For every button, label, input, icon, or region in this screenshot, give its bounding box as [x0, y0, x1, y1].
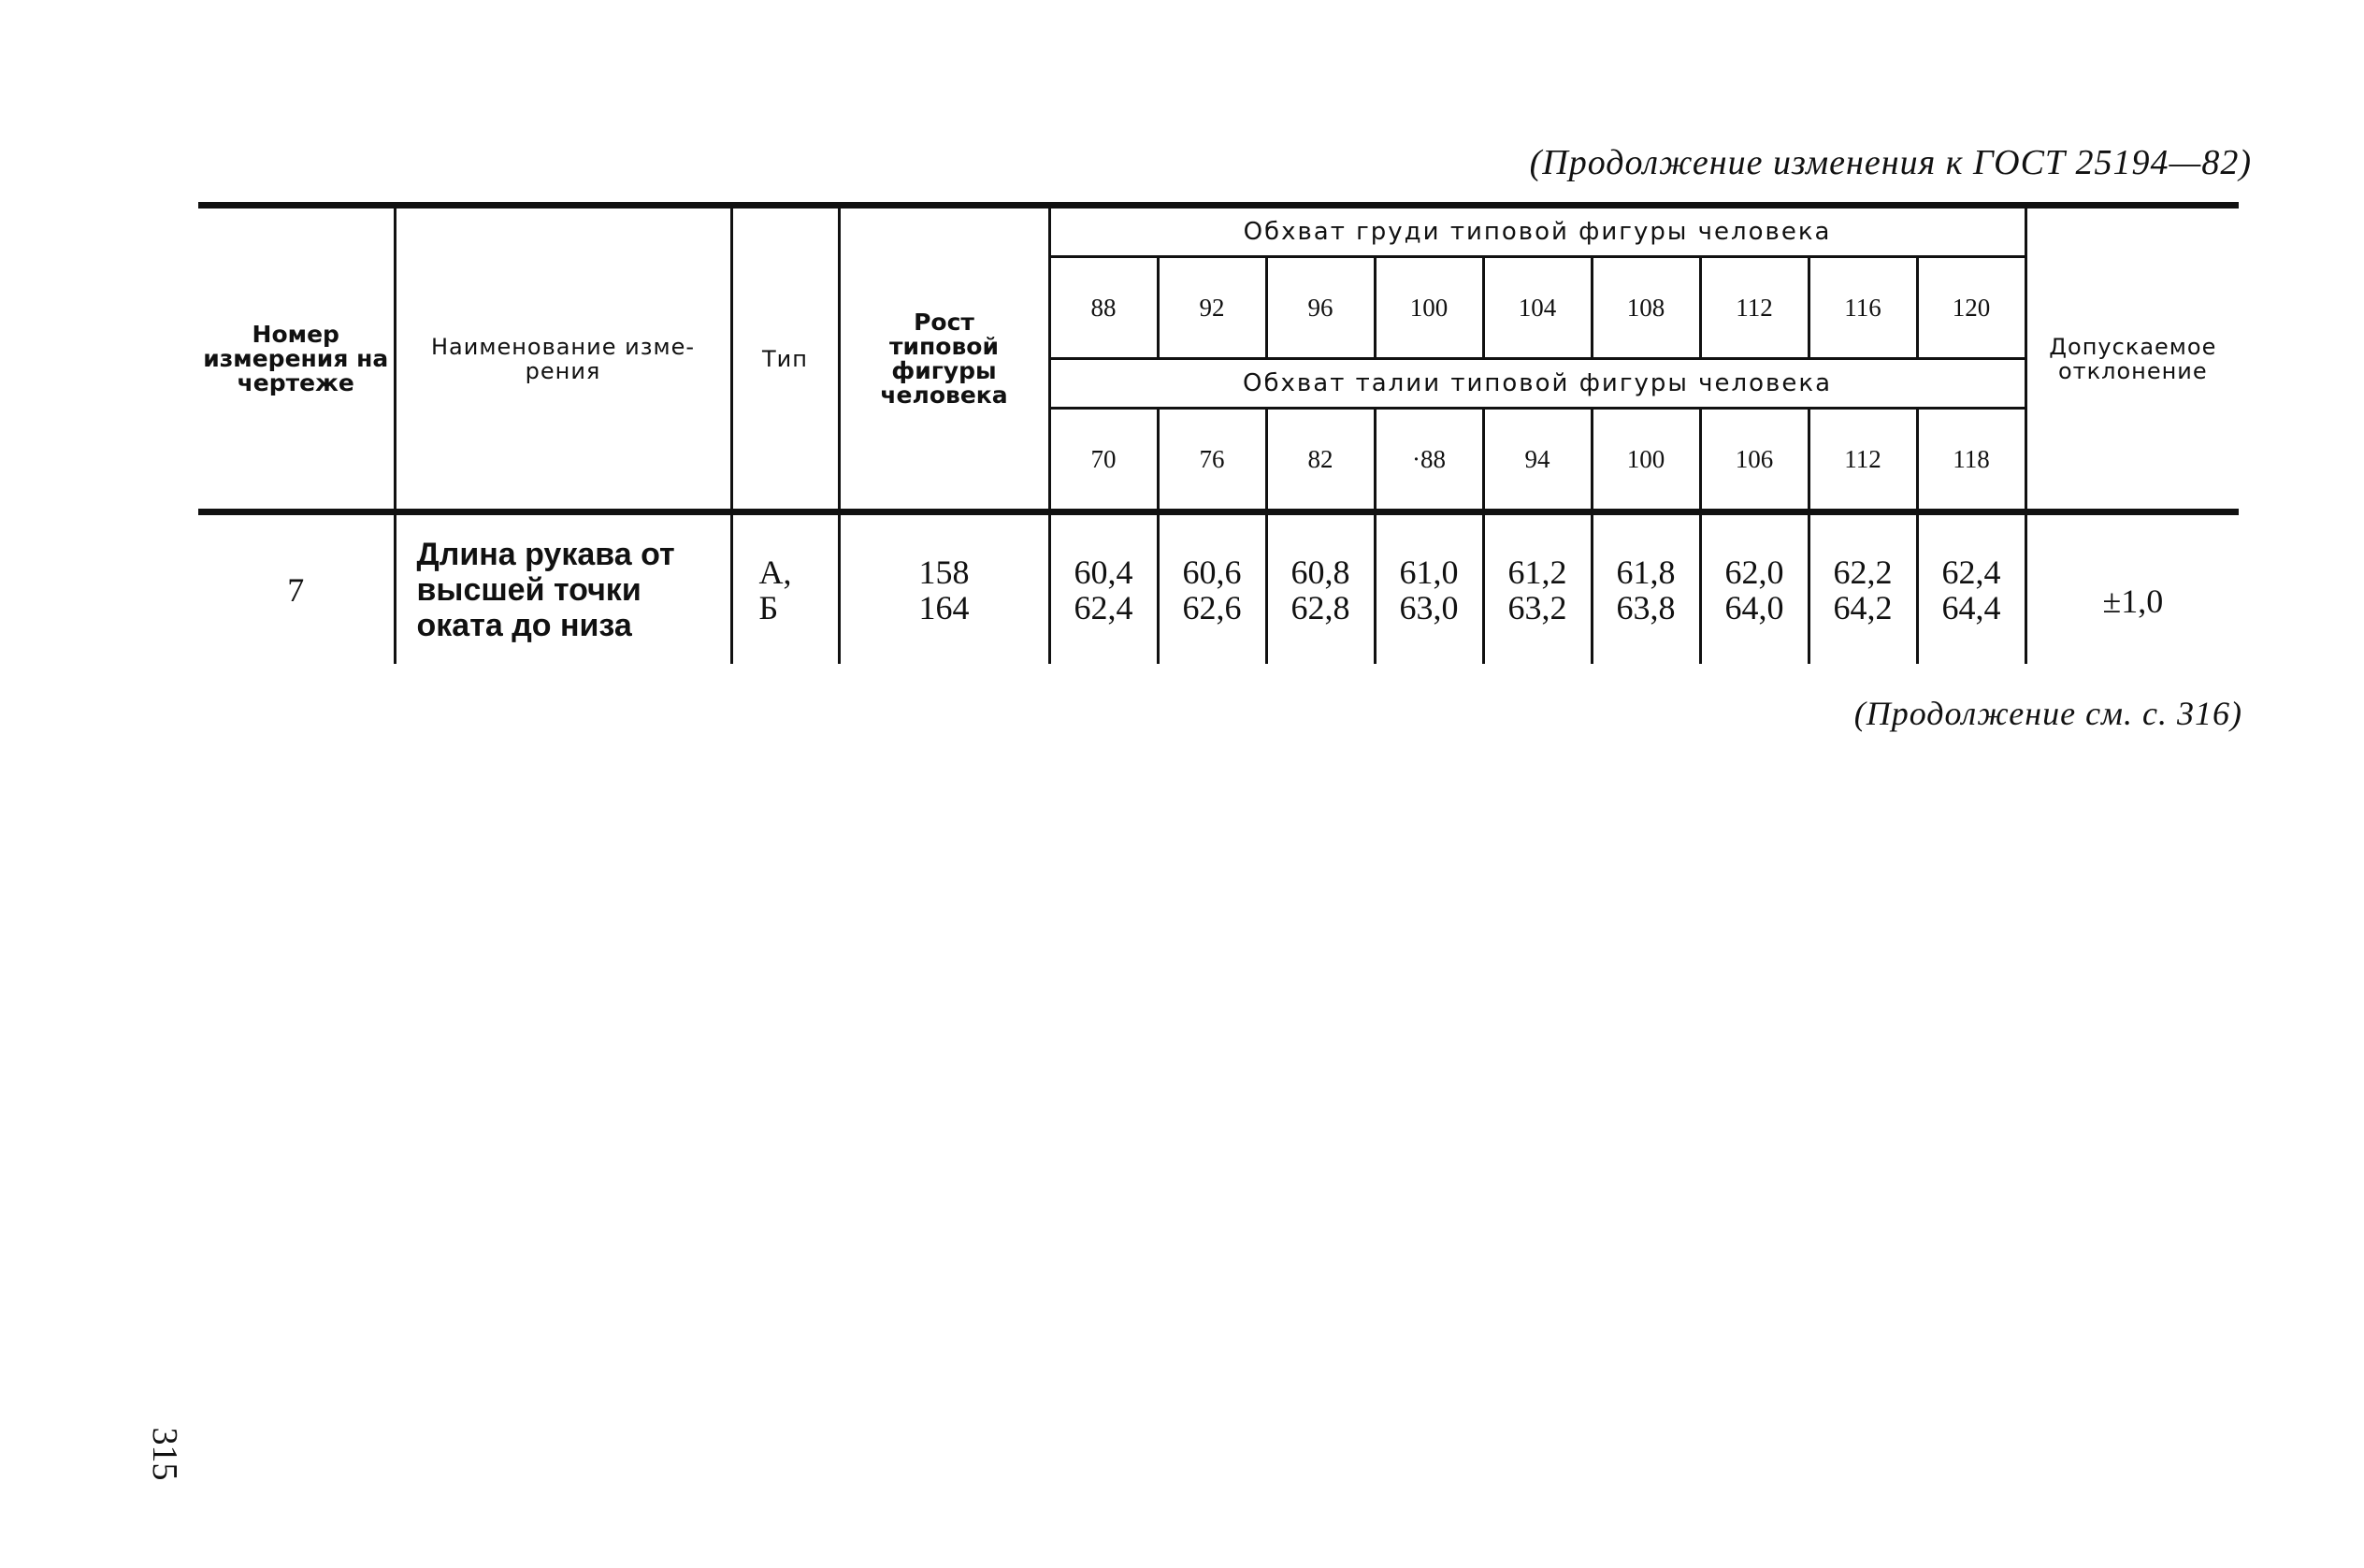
value-top: 60,6 — [1182, 553, 1242, 591]
chest-size-cell: 96 — [1266, 257, 1375, 359]
measurement-table-container — [198, 202, 2239, 664]
chest-size-cell: 108 — [1592, 257, 1700, 359]
chest-size-cell: 104 — [1483, 257, 1592, 359]
chest-size-cell: 88 — [1049, 257, 1158, 359]
header-measure-number: Номер измерения на чертеже — [198, 206, 395, 512]
value-cell — [1483, 512, 1592, 665]
value-top: 61,2 — [1507, 553, 1567, 591]
value-top: 60,4 — [1074, 553, 1133, 591]
header-type: Тип — [731, 206, 839, 512]
measure-number: 7 — [198, 512, 395, 665]
header-height: Рост типовой фигуры человека — [839, 206, 1049, 512]
continuation-header: (Продолжение изменения к ГОСТ 25194—82) — [1529, 143, 2252, 182]
value-cell — [1049, 512, 1158, 665]
chest-size-cell: 100 — [1375, 257, 1483, 359]
chest-size-cell: 112 — [1700, 257, 1809, 359]
header-measure-name: Наименование изме-рения — [395, 206, 731, 512]
value-bottom: 62,4 — [1074, 588, 1133, 626]
value-cell — [1700, 512, 1809, 665]
value-cell — [1592, 512, 1700, 665]
type-values — [731, 512, 839, 665]
value-top: 62,4 — [1941, 553, 2001, 591]
chest-size-cell: 120 — [1917, 257, 2025, 359]
waist-size-cell: 76 — [1158, 409, 1266, 512]
value-cell — [1809, 512, 1917, 665]
value-top: 61,8 — [1616, 553, 1676, 591]
value-bottom: 64,4 — [1941, 588, 2001, 626]
value-bottom: 64,0 — [1724, 588, 1784, 626]
value-top: 61,0 — [1399, 553, 1459, 591]
table-row — [198, 512, 2239, 665]
chest-size-cell: 92 — [1158, 257, 1266, 359]
value-top: 62,2 — [1833, 553, 1893, 591]
waist-size-cell: 94 — [1483, 409, 1592, 512]
header-waist-girth: Обхват талии типовой фигуры человека — [1049, 359, 2025, 409]
tolerance-value: ±1,0 — [2025, 512, 2239, 665]
waist-size-cell: 112 — [1809, 409, 1917, 512]
height-values — [839, 512, 1049, 665]
value-bottom: 62,6 — [1182, 588, 1242, 626]
value-bottom: 63,2 — [1507, 588, 1567, 626]
value-bottom: 63,0 — [1399, 588, 1459, 626]
chest-size-cell: 116 — [1809, 257, 1917, 359]
waist-size-cell: 82 — [1266, 409, 1375, 512]
type-value: А, — [758, 553, 792, 591]
value-bottom: 63,8 — [1616, 588, 1676, 626]
measure-name: Длина рукава от высшей точки оката до низа — [395, 512, 731, 665]
header-tolerance: Допускаемое отклонение — [2025, 206, 2239, 512]
continuation-footer: (Продолжение см. с. 316) — [1853, 695, 2242, 732]
value-cell — [1266, 512, 1375, 665]
value-cell — [1917, 512, 2025, 665]
waist-size-cell: ·88 — [1375, 409, 1483, 512]
waist-size-cell: 100 — [1592, 409, 1700, 512]
type-value: Б — [758, 588, 779, 626]
value-cell — [1375, 512, 1483, 665]
value-bottom: 64,2 — [1833, 588, 1893, 626]
header-chest-girth: Обхват груди типовой фигуры человека — [1049, 206, 2025, 257]
page-number: 315 — [145, 1427, 184, 1481]
height-value: 164 — [918, 588, 970, 626]
value-bottom: 62,8 — [1290, 588, 1350, 626]
header-row-chest-title — [198, 206, 2239, 257]
value-top: 62,0 — [1724, 553, 1784, 591]
waist-size-cell: 118 — [1917, 409, 2025, 512]
value-cell — [1158, 512, 1266, 665]
value-top: 60,8 — [1290, 553, 1350, 591]
waist-size-cell: 106 — [1700, 409, 1809, 512]
measurement-table — [198, 202, 2239, 664]
height-value: 158 — [918, 553, 970, 591]
waist-size-cell: 70 — [1049, 409, 1158, 512]
